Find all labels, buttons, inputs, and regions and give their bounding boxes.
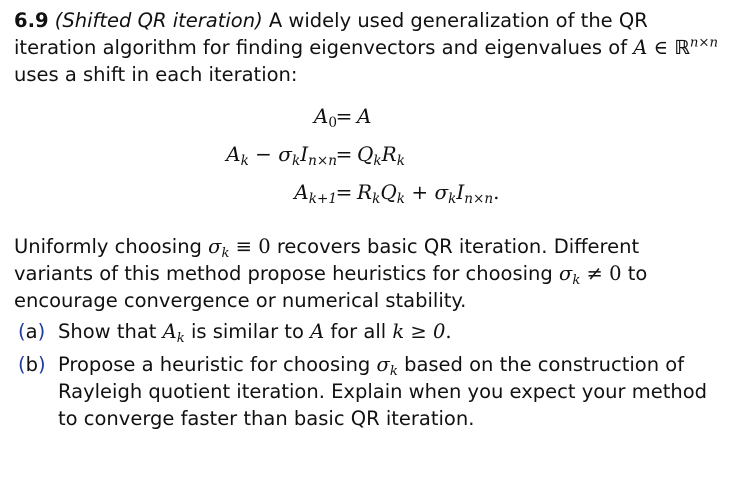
- intro-text: A widely used generalization of the QR iteration algorithm for finding eigenvectors and eigenvalues of: [14, 9, 648, 59]
- body-paragraph: Uniformly choosing $\sigma_k \equiv 0$ recovers basic QR iteration. Different variants of this method propose heuristics for choosing $\sigma_k \ne 0$ to encourage convergence or numerical stability.: [14, 235, 648, 312]
- subquestion-label: (a): [18, 320, 46, 343]
- equation-row: $A_0$ = A: [313, 104, 372, 132]
- problem-number: 6.9: [14, 9, 49, 32]
- subquestion-label: (b): [18, 353, 46, 376]
- intro-math: A ∈ ℝ$^{n\times n}$: [633, 35, 719, 59]
- problem-name: (Shifted QR iteration): [54, 9, 263, 32]
- equation-row: $A_{k+1}$ = $R_kQ_k + \sigma_kI_{n\times n}$.: [294, 180, 500, 208]
- subquestion-a: (a) Show that $A_k$ is similar to A for all k ≥ 0.: [18, 320, 452, 346]
- equation-row: $A_k - \sigma_kI_{n\times n}$ = $Q_kR_k$: [226, 142, 405, 170]
- subquestion-list: [14, 318, 722, 432]
- problem-page: [14, 7, 722, 438]
- subquestion-b: (b) Propose a heuristic for choosing $\sigma_k$ based on the construction of Rayleigh quotient iteration. Explain when you expect your method to converge faster than basic QR iteration.: [18, 353, 708, 430]
- problem-statement: [14, 7, 722, 88]
- display-equations: [14, 104, 722, 216]
- intro-tail: uses a shift in each iteration:: [14, 63, 298, 86]
